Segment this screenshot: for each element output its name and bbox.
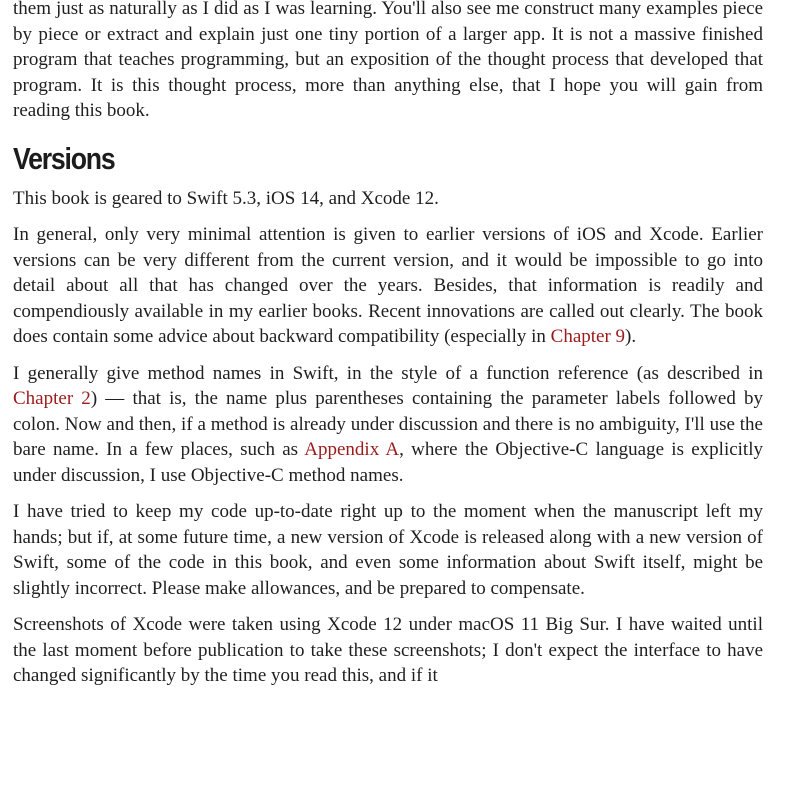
earlier-versions-end: ). — [625, 326, 637, 347]
up-to-date-paragraph: I have tried to keep my code up-to-date right up to the moment when the manuscript left my hands; but if, at some future time, a new version of Xcode is released along with a new version of Swift, some of the code in this book, and even some information about Swift itself, might be slightly incorrect. Please make allowances, and be prepared to compensate. — [13, 501, 763, 599]
chapter-9-link[interactable]: Chapter 9 — [550, 326, 626, 347]
earlier-versions-paragraph — [13, 222, 763, 350]
versions-paragraph: This book is geared to Swift 5.3, iOS 14, and Xcode 12. — [13, 187, 439, 209]
appendix-a-link[interactable]: Appendix A — [304, 439, 400, 460]
screenshots-paragraph: Screenshots of Xcode were taken using Xcode 12 under macOS 11 Big Sur. I have waited until the last moment before publication to take these screenshots; I don't expect the interface to have changed significantly by the time you read this, and if it — [13, 614, 763, 686]
method-names-text-1: I generally give method names in Swift, in the style of a function reference (as described in — [13, 362, 763, 384]
method-names-paragraph — [13, 361, 763, 489]
page-content — [13, 0, 763, 700]
intro-paragraph: them just as naturally as I did as I was learning. You'll also see me construct many examples piece by piece or extract and explain just one tiny portion of a larger app. It is not a massive finished program that teaches programming, but an exposition of the thought process that developed that program. It is this thought process, more than anything else, that I hope you will gain from reading this book. — [13, 0, 763, 121]
section-heading-versions: Versions — [13, 140, 115, 176]
earlier-versions-text: In general, only very minimal attention is given to earlier versions of iOS and Xcode. Earlier versions can be very different from the current version, and it would be impossible to go into detail about all that has changed over the years. Besides, that information is readily and compendiously available in my earlier books. Recent innovations are called out clearly. The book does contain some advice about backward compatibility (especially in — [13, 224, 763, 347]
method-names-text-3: , where the Objective-C language is explicitly under discussion, I use Objective-C method names. — [13, 439, 763, 486]
method-names-text-2: ) — that is, the name plus parentheses containing the parameter labels followed by colon. Now and then, if a method is already under discussion and there is no ambiguity, I'll use the bare name. In a few places, such as — [13, 388, 763, 460]
chapter-2-link[interactable]: Chapter 2 — [13, 388, 91, 409]
